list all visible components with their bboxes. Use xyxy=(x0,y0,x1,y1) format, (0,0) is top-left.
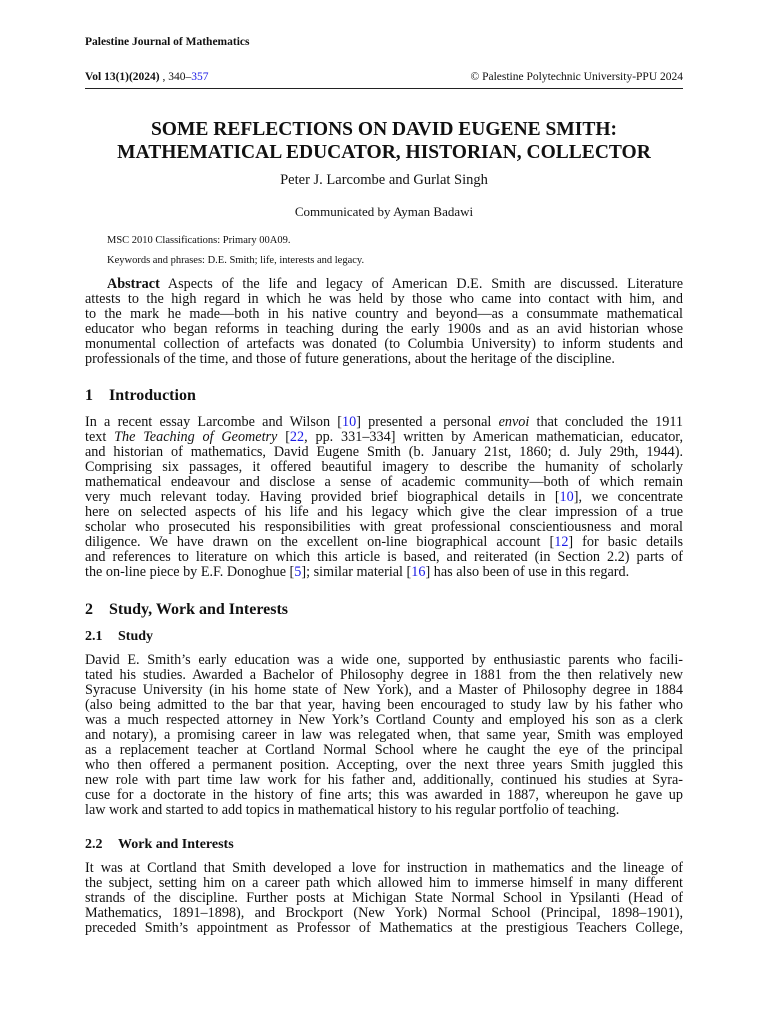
text-line xyxy=(85,337,683,352)
bold-label: Abstract xyxy=(107,276,160,292)
text-segment: professionals of the time, and those of future generations, about the heritage of the discipline. xyxy=(85,351,615,367)
text-segment: that concluded the 1911 xyxy=(529,414,683,430)
work-paragraph xyxy=(85,861,683,936)
text-line xyxy=(85,307,683,322)
section-title: Introduction xyxy=(109,387,196,404)
text-line xyxy=(85,430,683,445)
text-segment: scholar who prosecuted his responsibilities with great professional conscientiousness and moral xyxy=(85,519,683,535)
text-line xyxy=(85,352,683,367)
text-segment: as a replacement teacher at Cortland Normal School where he caught the eye of the principal xyxy=(85,742,683,758)
text-line xyxy=(85,861,683,876)
section-heading-introduction xyxy=(85,387,196,405)
text-segment: preceded Smith’s appointment as Professor of Mathematics at the prestigious Teachers College, xyxy=(85,920,683,936)
text-segment: In a recent essay Larcombe and Wilson [ xyxy=(85,414,342,430)
authors: Peter J. Larcombe and Gurlat Singh xyxy=(280,172,488,188)
title-line-1: SOME REFLECTIONS ON DAVID EUGENE SMITH: xyxy=(150,119,618,140)
text-segment: was a much respected attorney in New York’s Cortland County and employed his son as a clerk xyxy=(85,712,683,728)
text-segment: mathematical endeavour and disclose a sense of academic community—both of which remain xyxy=(85,474,683,490)
section-heading-study-work xyxy=(85,601,288,619)
volume-info xyxy=(85,71,209,83)
subsection-number: 2.2 xyxy=(85,837,103,852)
text-line xyxy=(85,788,683,803)
citation-link[interactable]: 10 xyxy=(559,489,574,505)
text-line xyxy=(85,773,683,788)
text-segment: diligence. We have drawn on the excellent on-line biographical account [ xyxy=(85,534,555,550)
citation-link[interactable]: 22 xyxy=(289,429,305,445)
text-segment: ] has also been of use in this regard. xyxy=(425,564,630,580)
text-line xyxy=(85,490,683,505)
text-segment: Mathematics, 1891–1898), and Brockport (New York) Normal School (Principal, 1898–1901), xyxy=(85,905,683,921)
text-line xyxy=(85,668,683,683)
text-segment: very much relevant today. Having provided brief biographical details in [ xyxy=(85,489,560,505)
text-line xyxy=(85,550,683,565)
text-line xyxy=(85,535,683,550)
text-segment: and references to literature on which this article is based, and reiterated (in Section 2.2) parts of xyxy=(85,549,683,565)
volume: Vol 13(1)(2024) xyxy=(85,71,160,83)
section-number: 2 xyxy=(85,601,93,618)
text-segment: attests to the high regard in which he was held by those who came into contact with him, and xyxy=(85,291,683,307)
text-line xyxy=(85,698,683,713)
text-line xyxy=(85,921,683,936)
italic-text: envoi xyxy=(498,414,530,430)
communicated-by: Communicated by Ayman Badawi xyxy=(294,204,474,219)
pages-start: , 340– xyxy=(159,71,192,83)
text-segment: Aspects of the life and legacy of American D.E. Smith are discussed. Literature xyxy=(159,276,683,292)
title-line-2: MATHEMATICAL EDUCATOR, HISTORIAN, COLLECTOR xyxy=(117,142,651,163)
text-line xyxy=(85,475,683,490)
copyright: © Palestine Polytechnic University-PPU 2024 xyxy=(470,71,683,83)
keywords: Keywords and phrases: D.E. Smith; life, interests and legacy. xyxy=(107,255,365,266)
text-line xyxy=(85,876,683,891)
text-line xyxy=(85,891,683,906)
text-segment: text xyxy=(85,429,115,445)
text-segment: strands of the discipline. Further posts at Michigan State Normal School in Ypsilanti (Head of xyxy=(85,890,683,906)
text-segment: cuse for a doctorate in the history of fine arts; this was awarded in 1887, whereupon he gave up xyxy=(85,787,683,803)
header-rule xyxy=(85,88,683,89)
text-segment: ]; similar material [ xyxy=(301,564,412,580)
text-line xyxy=(85,743,683,758)
journal-name: Palestine Journal of Mathematics xyxy=(85,36,250,48)
text-line xyxy=(85,292,683,307)
text-segment: the on-line piece by E.F. Donoghue [ xyxy=(85,564,295,580)
text-segment: tated his studies. Awarded a Bachelor of Philosophy degree in 1881 from the then relatively new xyxy=(85,667,683,683)
text-segment: (also being admitted to the bar that year, having been encouraged to study law by his father who xyxy=(85,697,683,713)
text-segment: It was at Cortland that Smith developed a love for instruction in mathematics and the lineage of xyxy=(85,860,683,876)
text-line xyxy=(85,460,683,475)
text-line xyxy=(85,322,683,337)
citation-link[interactable]: 10 xyxy=(342,414,357,430)
text-segment: and notary), a promising career in law was relegated when, that same year, Smith was employed xyxy=(85,727,683,743)
citation-link[interactable]: 16 xyxy=(411,564,426,580)
subsection-title: Study xyxy=(118,629,154,644)
subsection-title: Work and Interests xyxy=(118,837,234,852)
pages-end-link[interactable]: 357 xyxy=(191,71,209,83)
text-segment: monumental collection of artefacts was donated (to Columbia University) to inform students and xyxy=(85,336,683,352)
abstract xyxy=(85,277,683,367)
text-line xyxy=(85,683,683,698)
text-line xyxy=(85,520,683,535)
study-paragraph xyxy=(85,653,683,818)
paper-title xyxy=(85,118,683,164)
subsection-heading-study xyxy=(85,629,153,645)
text-line xyxy=(85,653,683,668)
text-line xyxy=(85,277,683,292)
msc-classification: MSC 2010 Classifications: Primary 00A09. xyxy=(107,235,291,246)
text-segment: ] presented a personal xyxy=(356,414,499,430)
text-segment: ], we concentrate xyxy=(573,489,683,505)
text-segment: educator who began reforms in teaching during the early 1900s and as an avid historian whose xyxy=(85,321,683,337)
text-segment: David E. Smith’s early education was a wide one, supported by enthusiastic parents who facili- xyxy=(85,652,683,668)
italic-text: The Teaching of Geometry xyxy=(114,429,278,445)
text-line xyxy=(85,565,683,580)
text-segment: who then offered a permanent position. Accepting, over the next three years Smith juggled this xyxy=(85,757,683,773)
text-segment: the subject, setting him on a career path which allowed him to immerse himself in many different xyxy=(85,875,683,891)
text-line xyxy=(85,713,683,728)
text-segment: Syracuse University (in his home state of New York), and a Master of Philosophy degree in 1884 xyxy=(85,682,683,698)
text-segment: Comprising six passages, it offered beautiful imagery to describe the humanity of scholarly xyxy=(85,459,683,475)
citation-link[interactable]: 5 xyxy=(294,564,302,580)
text-segment: law work and started to add topics in mathematical history to his regular portfolio of teaching. xyxy=(85,802,620,818)
text-line xyxy=(85,906,683,921)
text-line xyxy=(85,803,683,818)
citation-link[interactable]: 12 xyxy=(554,534,569,550)
text-line xyxy=(85,415,683,430)
text-segment: new role with part time law work for his father and, additionally, continued his studies at Syra- xyxy=(85,772,683,788)
text-line xyxy=(85,758,683,773)
text-segment: and historian of mathematics, David Eugene Smith (b. January 21st, 1860; d. July 29th, 1944). xyxy=(85,444,683,460)
introduction-paragraph xyxy=(85,415,683,580)
text-segment: , pp. 331–334] written by American mathematician, educator, xyxy=(304,429,683,445)
text-line xyxy=(85,445,683,460)
text-segment: here on selected aspects of his life and his legacy which give the clear impression of a true xyxy=(85,504,683,520)
section-title: Study, Work and Interests xyxy=(109,601,289,618)
text-line xyxy=(85,728,683,743)
subsection-heading-work xyxy=(85,837,234,853)
section-number: 1 xyxy=(85,387,93,404)
text-segment: [ xyxy=(277,429,290,445)
text-segment: ] for basic details xyxy=(568,534,684,550)
text-segment: to the mark he made—both in his native country and beyond—as a consummate mathematical xyxy=(85,306,683,322)
text-line xyxy=(85,505,683,520)
subsection-number: 2.1 xyxy=(85,629,103,644)
